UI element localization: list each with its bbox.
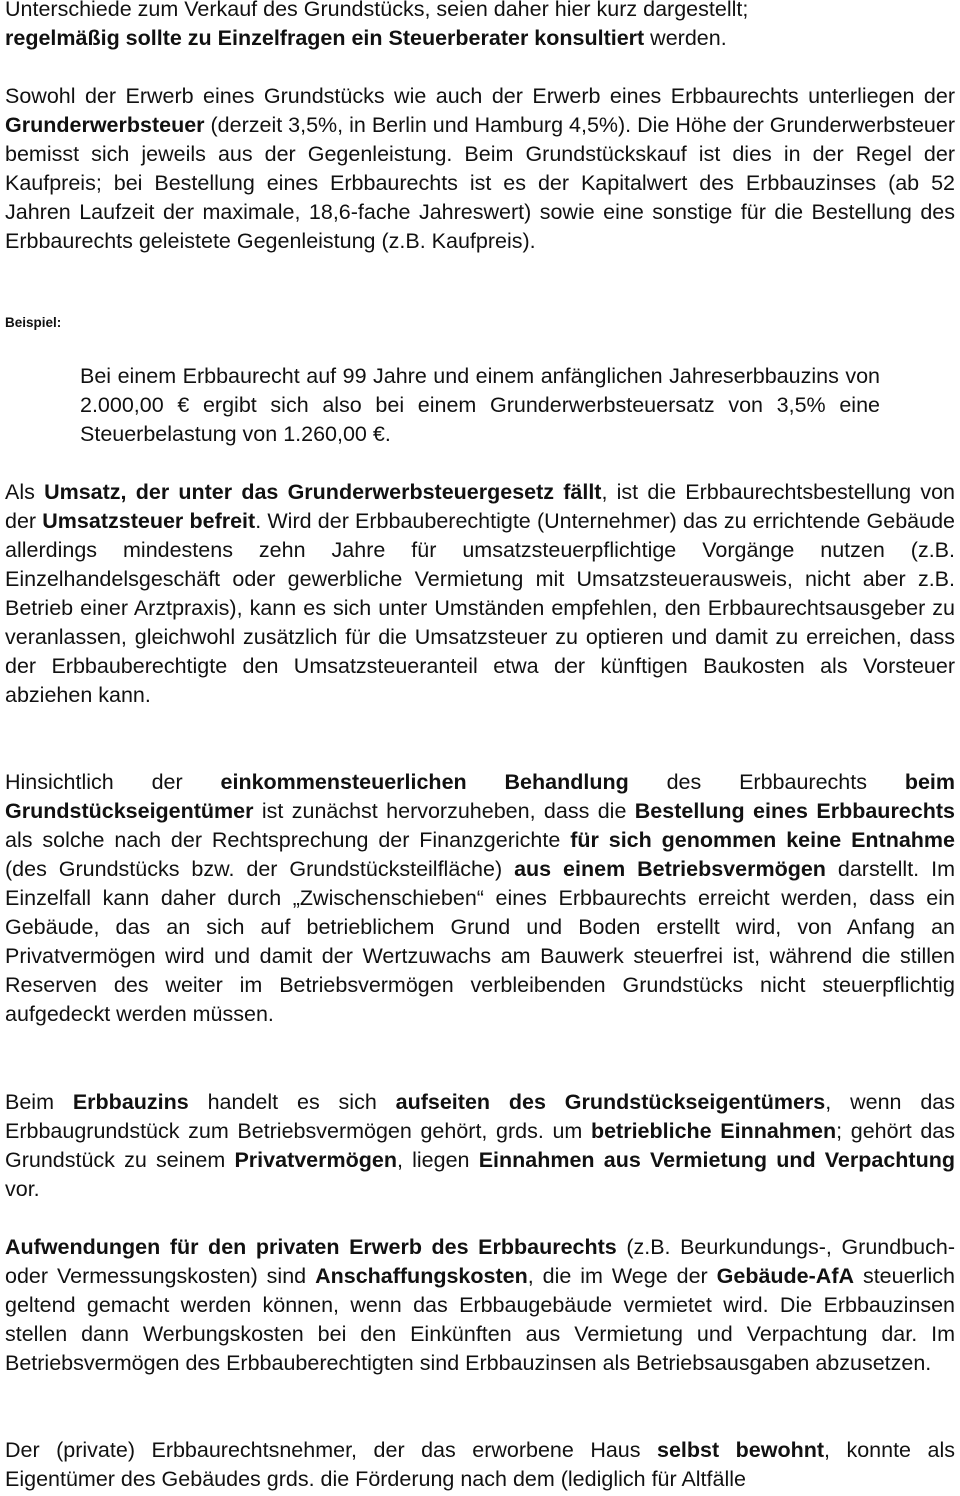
paragraph-selbst-bewohnt: Der (private) Erbbaurechtsnehmer, der das erworbene Haus selbst bewohnt, konnte als Eigentümer des Gebäudes grds. die Förderung nach dem (lediglich für Altfälle xyxy=(5,1438,955,1491)
paragraph-aufwendungen: Aufwendungen für den privaten Erwerb des Erbbaurechts (z.B. Beurkundungs-, Grundbuch- oder Vermessungskosten) sind Anschaffungskosten, die im Wege der Gebäude-AfA steuerlich geltend gemacht werden können, wenn das Erbbaugebäude vermietet wird. Die Erbbauzinsen stellen dann Werbungskosten bei den Einkünften aus Vermietung und Verpachtung dar. Im Betriebsvermögen des Erbbauberechtigten sind Erbbauzinsen als Betriebsausgaben abzusetzen. xyxy=(5,1235,955,1375)
paragraph-intro: Unterschiede zum Verkauf des Grundstücks, seien daher hier kurz dargestellt; regelmäßig sollte zu Einzelfragen ein Steuerberater konsultiert werden. xyxy=(5,0,749,50)
paragraph-einkommensteuer: Hinsichtlich der einkommensteuerlichen Behandlung des Erbbaurechts beim Grundstückseigentümer ist zunächst hervorzuheben, dass die Bestellung eines Erbbaurechts als solche nach der Rechtsprechung der Finanzgerichte für sich genommen keine Entnahme (des Grundstücks bzw. der Grundstücksteilfläche) aus einem Betriebsvermögen darstellt. Im Einzelfall kann daher durch „Zwischenschieben“ eines Erbbaurechts erreicht werden, dass ein Gebäude, das an sich auf betrieblichem Grund und Boden erstellt wird, von Anfang an Privatvermögen wird und damit der Wertzuwachs am Bauwerk steuerfrei ist, während die stillen Reserven des weiter im Betriebsvermögen verbleibenden Grundstücks nicht steuerpflichtig aufgedeckt werden müssen. xyxy=(5,770,956,1026)
paragraph-umsatzsteuer: Als Umsatz, der unter das Grunderwerbsteuergesetz fällt, ist die Erbbaurechtsbestellung von der Umsatzsteuer befreit. Wird der Erbbauberechtigte (Unternehmer) das zu errichtende Gebäude allerdings mindestens zehn Jahre für umsatzsteuerpflichtige Vorgänge nutzen (z.B. Einzelhandelsgeschäft oder gewerbliche Vermietung mit Umsatzsteuerausweis, nicht aber z.B. Betrieb einer Arztpraxis), kann es sich unter Umständen empfehlen, den Erbbaurechtsausgeber zu veranlassen, gleichwohl zusätzlich für die Umsatzsteuer zu optieren und damit zu erreichen, dass der Erbbauberechtigte den Umsatzsteueranteil etwa der künftigen Baukosten als Vorsteuer abziehen kann. xyxy=(5,480,956,707)
paragraph-erbbauzins: Beim Erbbauzins handelt es sich aufseiten des Grundstückseigentümers, wenn das Erbbaugrundstück zum Betriebsvermögen gehört, grds. um betriebliche Einnahmen; gehört das Grundstück zu seinem Privatvermögen, liegen Einnahmen aus Vermietung und Verpachtung vor. xyxy=(5,1090,955,1201)
example-text: Bei einem Erbbaurecht auf 99 Jahre und einem anfänglichen Jahreserbbauzins von 2.000,00 € ergibt sich also bei einem Grunderwerbsteuersatz von 3,5% eine Steuerbelastung von 1.260,00 €. xyxy=(80,364,880,446)
example-label: Beispiel: xyxy=(5,315,62,330)
paragraph-grunderwerbsteuer: Sowohl der Erwerb eines Grundstücks wie auch der Erwerb eines Erbbaurechts unterliegen der Grunderwerbsteuer (derzeit 3,5%, in Berlin und Hamburg 4,5%). Die Höhe der Grunderwerbsteuer bemisst sich jeweils aus der Gegenleistung. Beim Grundstückskauf ist dies in der Regel der Kaufpreis; bei Bestellung eines Erbbaurechts ist es der Kapitalwert des Erbbauzinses (ab 52 Jahren Laufzeit der maximale, 18,6-fache Jahreswert) sowie eine sonstige für die Bestellung des Erbbaurechts geleistete Gegenleistung (z.B. Kaufpreis). xyxy=(5,84,956,253)
